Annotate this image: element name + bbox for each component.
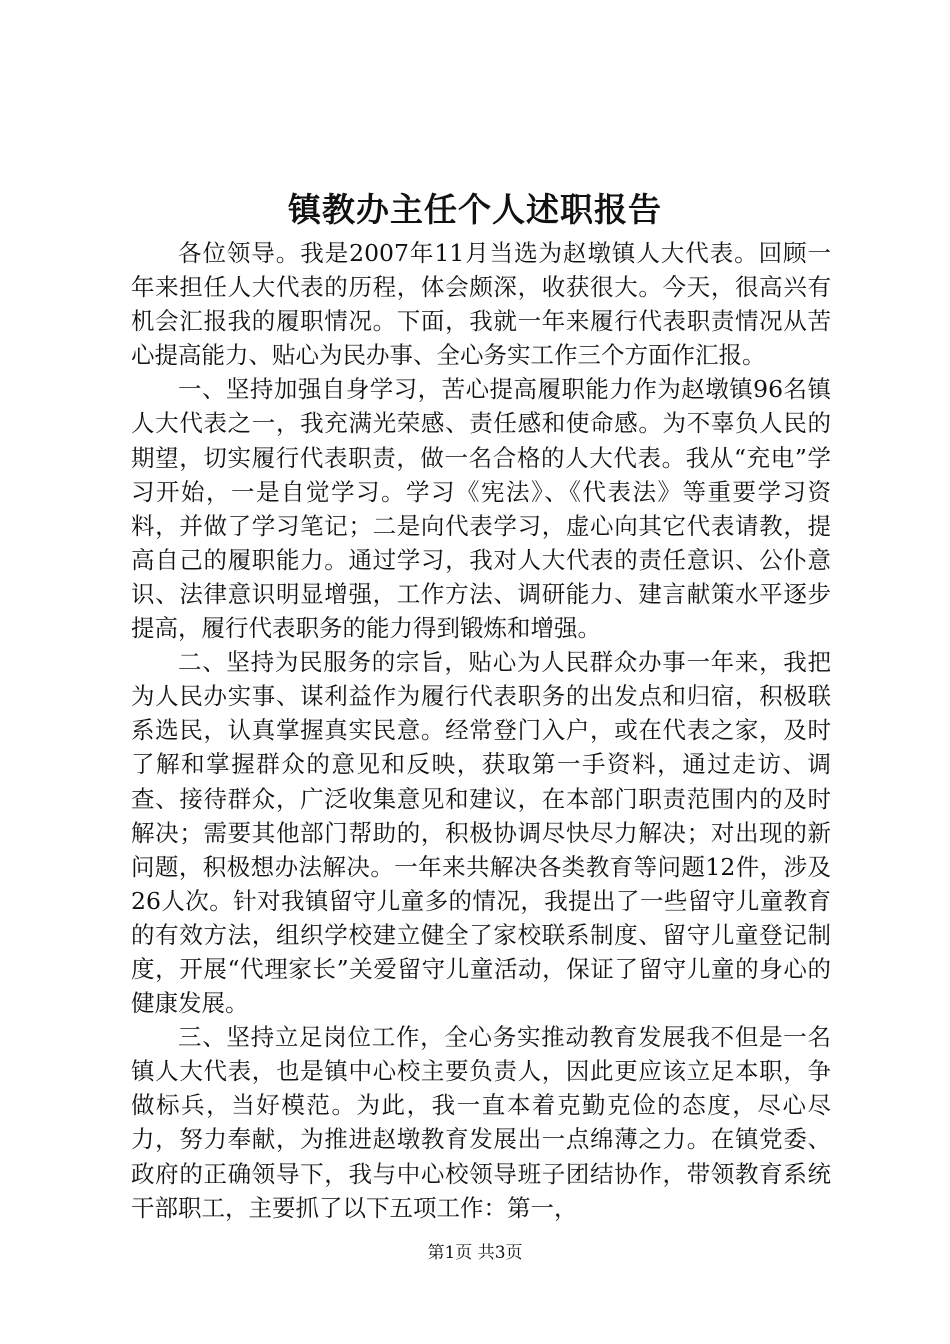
paragraph-section-three: 三、坚持立足岗位工作，全心务实推动教育发展我不但是一名镇人大代表，也是镇中心校主要负责人，因此更应该立足本职，争做标兵，当好模范。为此，我一直本着克勤克俭的态度，尽心尽力，努力奉献，为推进赵墩教育发展出一点绵薄之力。在镇党委、政府的正确领导下，我与中心校领导班子团结协作，带领教育系统干部职工，主要抓了以下五项工作：第一， [131, 1023, 831, 1222]
paragraph-section-two: 二、坚持为民服务的宗旨，贴心为人民群众办事一年来，我把为人民办实事、谋利益作为履行代表职务的出发点和归宿，积极联系选民，认真掌握真实民意。经常登门入户，或在代表之家，及时了解和掌握群众的意见和反映，获取第一手资料，通过走访、调查、接待群众，广泛收集意见和建议，在本部门职责范围内的及时解决；需要其他部门帮助的，积极协调尽快尽力解决；对出现的新问题，积极想办法解决。一年来共解决各类教育等问题12件，涉及26人次。针对我镇留守儿童多的情况，我提出了一些留守儿童教育的有效方法，组织学校建立健全了家校联系制度、留守儿童登记制度，开展“代理家长”关爱留守儿童活动，保证了留守儿童的身心的健康发展。 [131, 648, 831, 1018]
document-title: 镇教办主任个人述职报告 [288, 190, 662, 229]
document-body [131, 236, 831, 1225]
paragraph-intro: 各位领导。我是2007年11月当选为赵墩镇人大代表。回顾一年来担任人大代表的历程，体会颇深，收获很大。今天，很高兴有机会汇报我的履职情况。下面，我就一年来履行代表职责情况从苦心提高能力、贴心为民办事、全心务实工作三个方面作汇报。 [131, 239, 831, 370]
paragraph-section-one: 一、坚持加强自身学习，苦心提高履职能力作为赵墩镇96名镇人大代表之一，我充满光荣感、责任感和使命感。为不辜负人民的期望，切实履行代表职责，做一名合格的人大代表。我从“充电”学习开始，一是自觉学习。学习《宪法》、《代表法》等重要学习资料，并做了学习笔记；二是向代表学习，虚心向其它代表请教，提高自己的履职能力。通过学习，我对人大代表的责任意识、公仆意识、法律意识明显增强，工作方法、调研能力、建言献策水平逐步提高，履行代表职务的能力得到锻炼和增强。 [131, 375, 831, 643]
page-number-footer: 第1页 共3页 [427, 1243, 523, 1263]
